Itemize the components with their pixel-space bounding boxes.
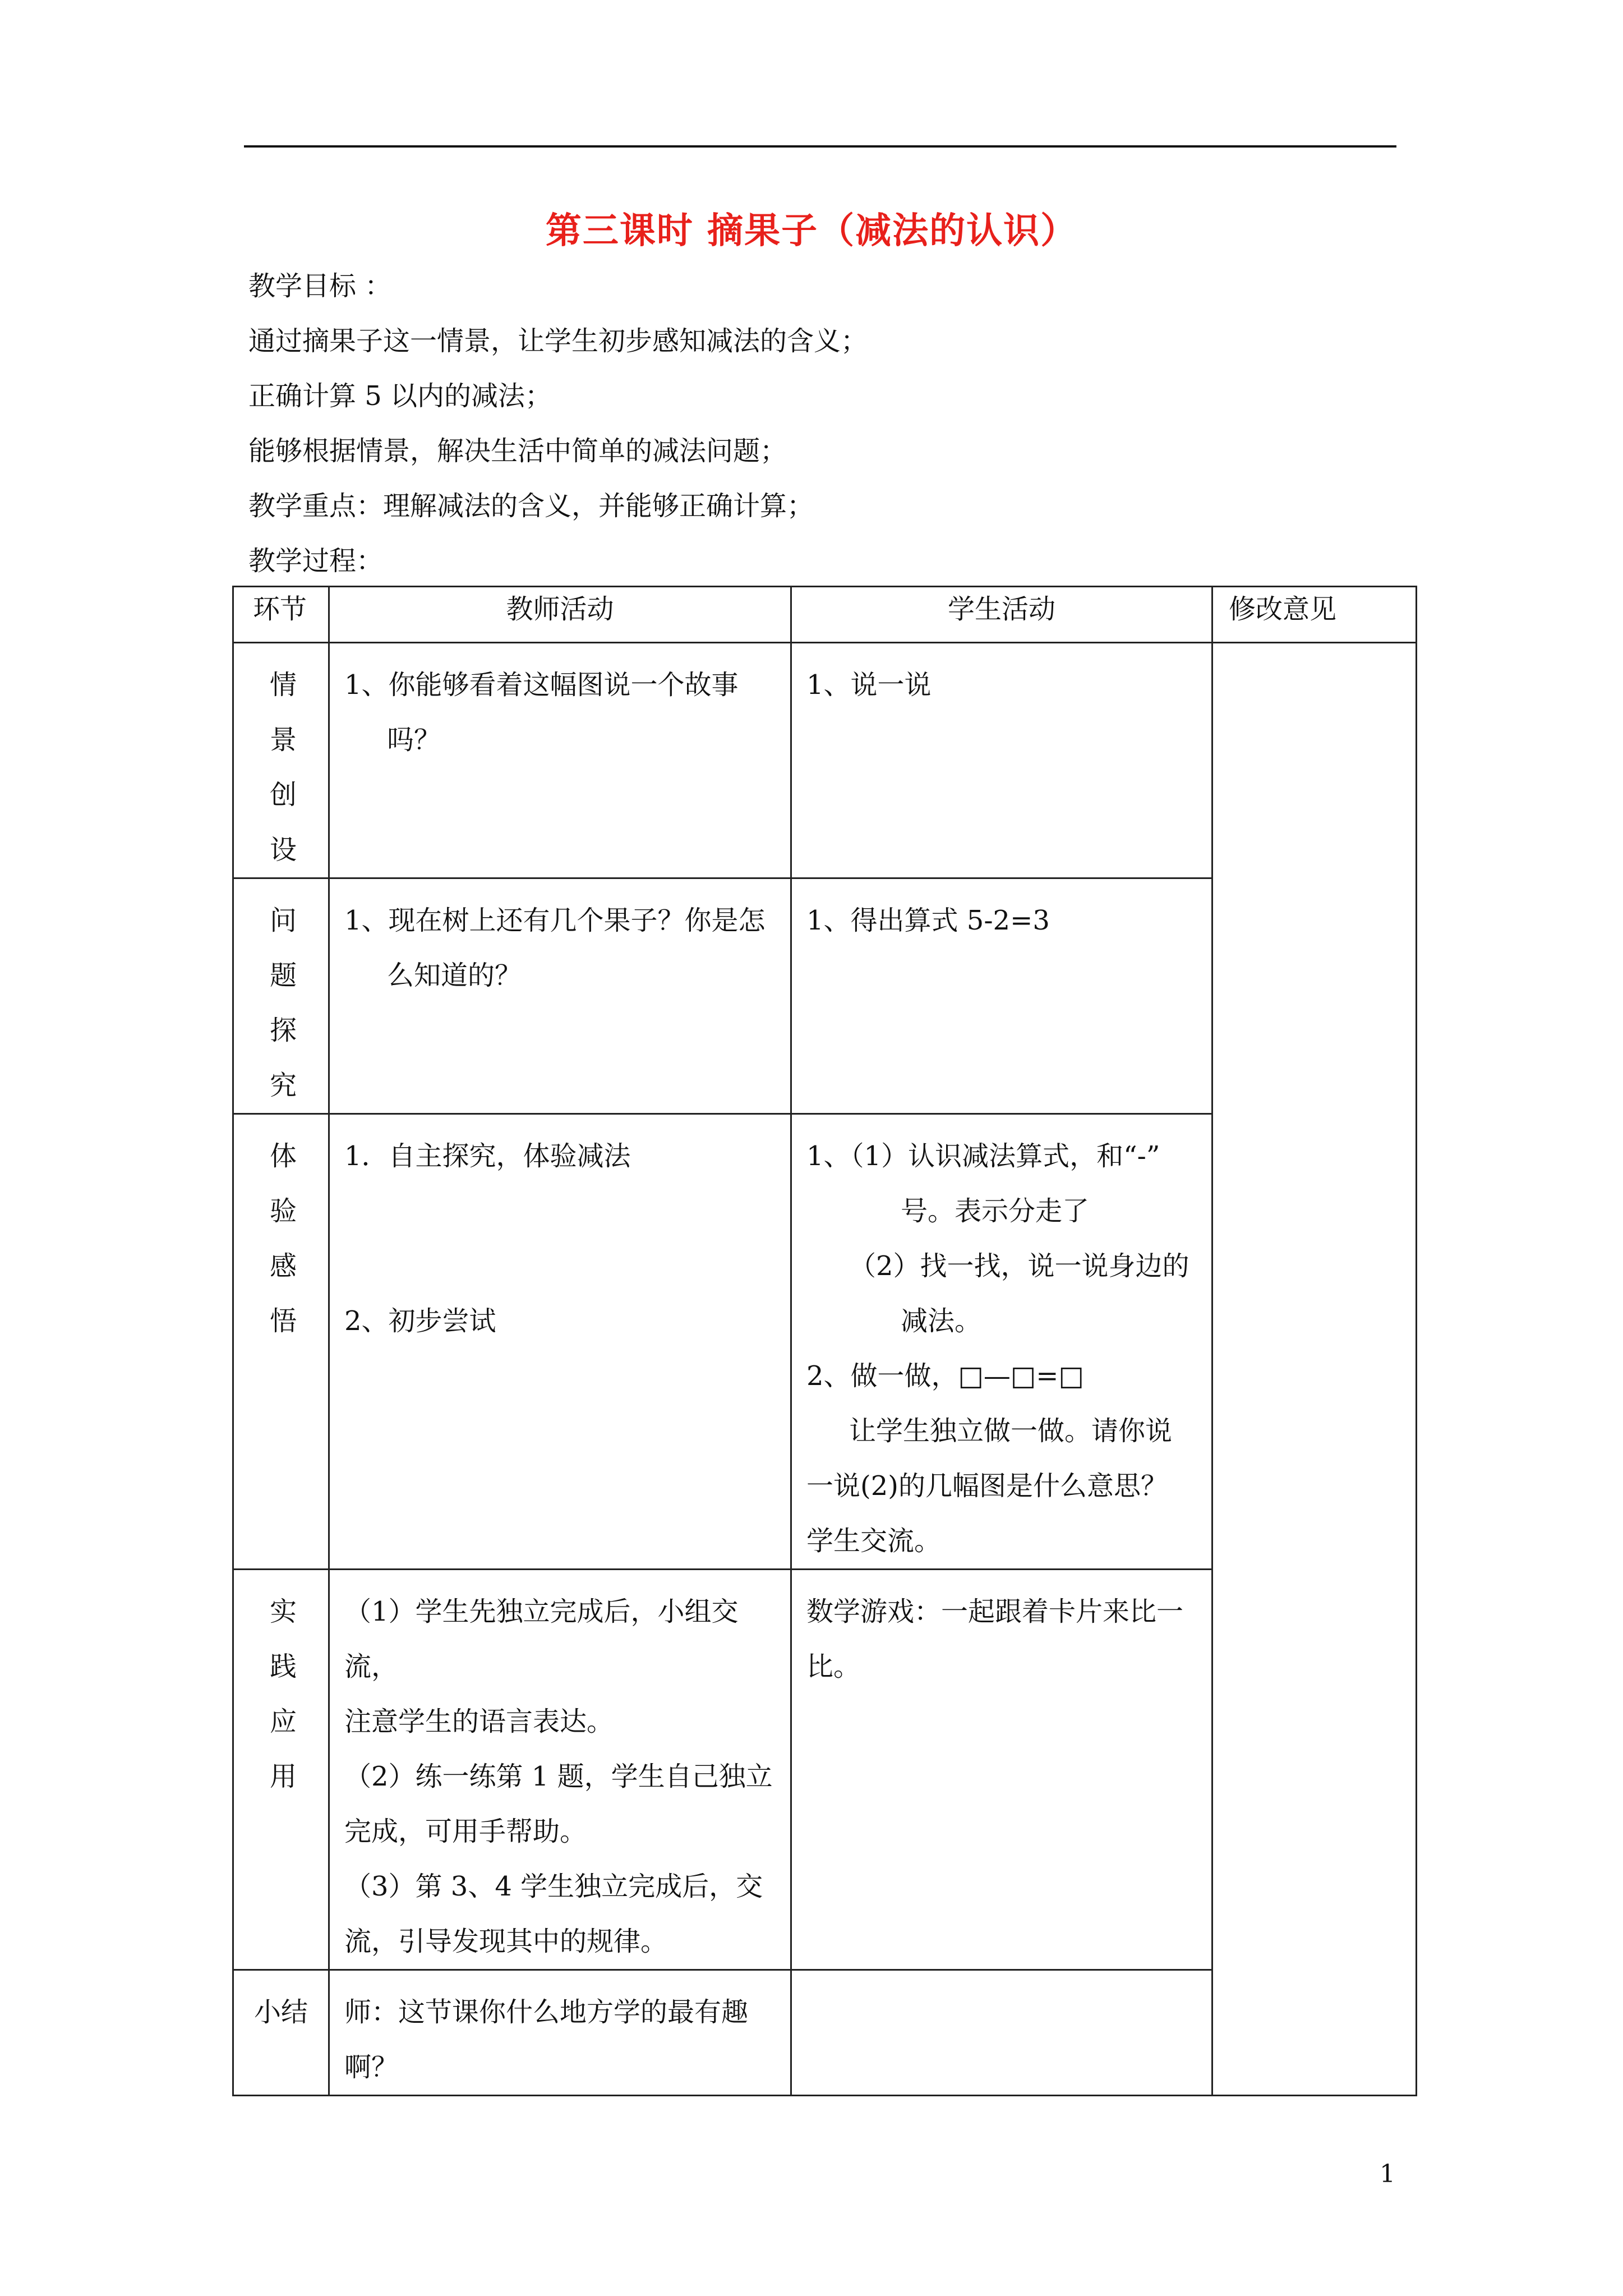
teacher-line: （1）学生先独立完成后，小组交流，: [344, 1596, 739, 1682]
header-teacher: 教师活动: [329, 587, 791, 643]
stage-cell: [233, 643, 329, 878]
teacher-line: 完成，可用手帮助。: [344, 1816, 587, 1847]
stage-label: 问题探究: [270, 905, 297, 1101]
stage-cell: [233, 1570, 329, 1970]
teacher-line: 1、你能够看着这幅图说一个故事: [344, 669, 739, 701]
teacher-line: [344, 1184, 780, 1239]
teacher-line: （2）练一练第 1 题，学生自己独立: [344, 1761, 773, 1792]
stage-cell: [233, 878, 329, 1114]
stage-cell: [233, 1970, 329, 2096]
student-line: 学生交流。: [806, 1525, 942, 1557]
teacher-line: 2、初步尝试: [344, 1305, 496, 1337]
stage-cell: [233, 1114, 329, 1570]
stage-label: 实践应用: [270, 1596, 297, 1792]
student-cell: [791, 643, 1212, 878]
page-title: 第三课时 摘果子（减法的认识）: [545, 210, 1078, 252]
teacher-cell: [329, 1114, 791, 1570]
student-line: 让学生独立做一做。请你说: [849, 1415, 1173, 1447]
revision-cell: [1212, 643, 1417, 2096]
page-number: 1: [1380, 2160, 1395, 2188]
teacher-line: 1．自主探究，体验减法: [344, 1140, 631, 1172]
process-label: 教学过程：: [248, 545, 384, 577]
student-cell: [791, 1114, 1212, 1570]
teacher-line: 么知道的？: [387, 960, 522, 991]
teacher-line: 师：这节课你什么地方学的最有趣: [344, 1996, 749, 2028]
header-student: 学生活动: [791, 587, 1212, 643]
student-line: 一说(2)的几幅图是什么意思？: [806, 1470, 1168, 1502]
student-line: 减法。: [901, 1305, 982, 1337]
teacher-cell: [329, 643, 791, 878]
teacher-line: 吗？: [387, 724, 441, 756]
student-line: 1、说一说: [806, 669, 932, 701]
student-line: 数学游戏：一起跟着卡片来比一: [806, 1596, 1184, 1627]
student-cell: [791, 1570, 1212, 1970]
teacher-line: [344, 1239, 780, 1294]
teacher-cell: [329, 878, 791, 1114]
stage-label: 小结: [253, 1996, 308, 2028]
teacher-line: 流，引导发现其中的规律。: [344, 1926, 668, 1957]
student-line: 1、得出算式 5-2=3: [806, 905, 1050, 936]
student-line: （2）找一找，说一说身边的: [849, 1250, 1189, 1282]
objective-3: 能够根据情景，解决生活中简单的减法问题；: [248, 435, 787, 467]
header-stage: 环节: [233, 587, 329, 643]
teacher-line: 啊？: [344, 2051, 399, 2083]
student-cell: [791, 1970, 1212, 2096]
key-point: 教学重点：理解减法的含义，并能够正确计算；: [248, 490, 814, 522]
header-rule: [244, 145, 1396, 148]
table-row: [233, 643, 1417, 878]
teacher-cell: [329, 1970, 791, 2096]
teacher-line: 注意学生的语言表达。: [344, 1706, 614, 1737]
lesson-table: [232, 586, 1417, 2096]
student-line: 1、（1）认识减法算式，和“-”: [806, 1140, 1160, 1172]
teacher-cell: [329, 1570, 791, 1970]
objectives-label: 教学目标 ：: [248, 270, 392, 302]
table-header-row: [233, 587, 1417, 643]
student-line: 比。: [806, 1651, 861, 1682]
header-revision: 修改意见: [1212, 587, 1417, 643]
stage-label: 体验感悟: [270, 1140, 297, 1337]
student-line: 号。表示分走了: [901, 1195, 1090, 1227]
objective-1: 通过摘果子这一情景，让学生初步感知减法的含义；: [248, 325, 868, 357]
student-cell: [791, 878, 1212, 1114]
teacher-line: （3）第 3、4 学生独立完成后，交: [344, 1871, 763, 1902]
objective-2: 正确计算 5 以内的减法；: [248, 380, 552, 412]
teacher-line: 1、现在树上还有几个果子？你是怎: [344, 905, 766, 936]
stage-label: 情景创设: [270, 669, 297, 866]
student-line: 2、做一做，□—□=□: [806, 1360, 1084, 1392]
